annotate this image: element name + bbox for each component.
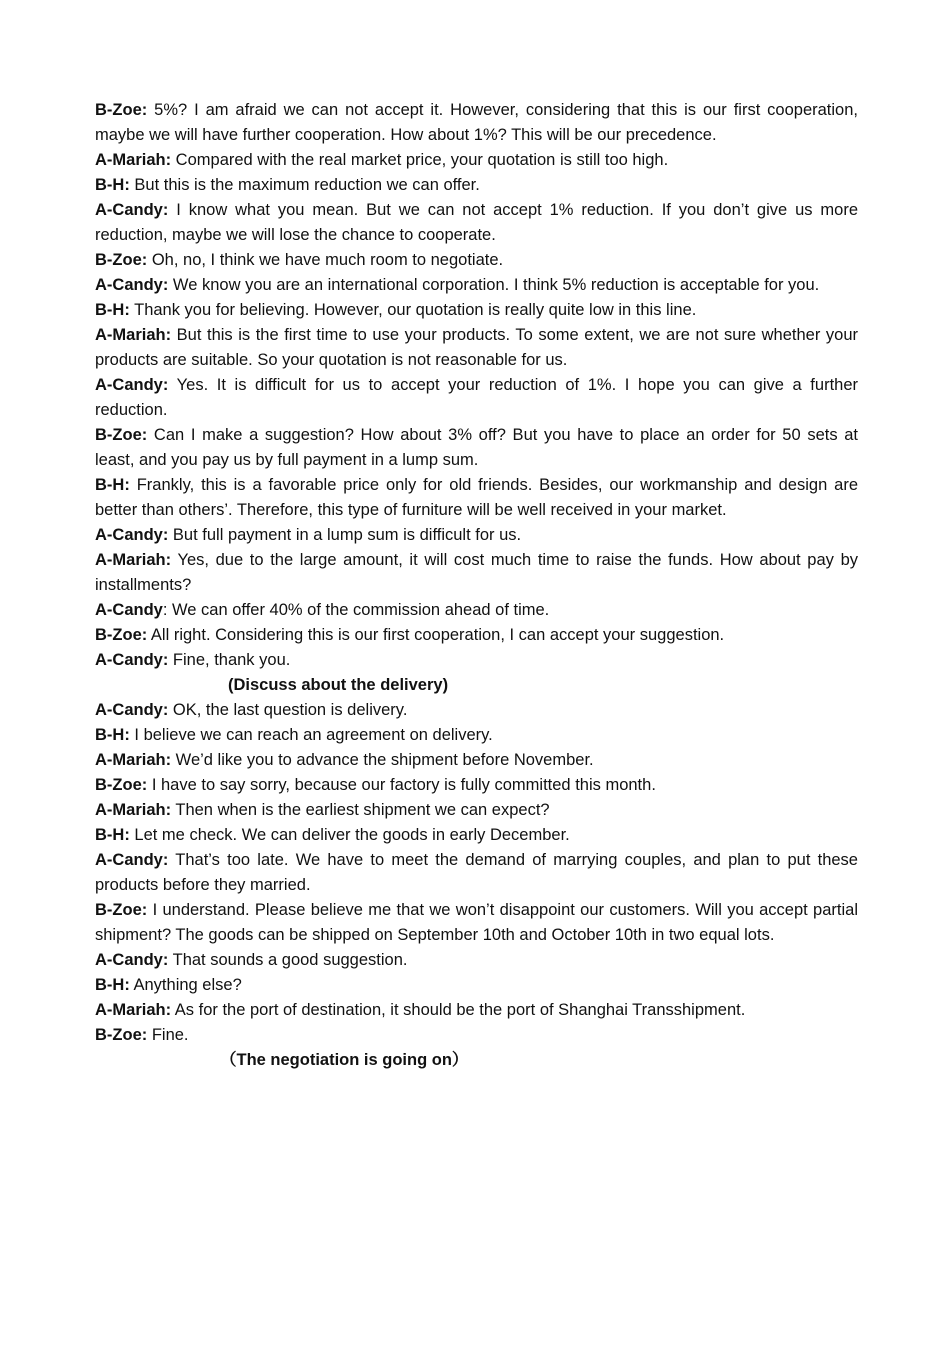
dialogue-text: OK, the last question is delivery. <box>168 701 408 719</box>
dialogue-line <box>95 998 858 1023</box>
document-page <box>95 98 858 1073</box>
dialogue-line <box>95 623 858 648</box>
dialogue-text: All right. Considering this is our first cooperation, I can accept your suggestion. <box>147 626 725 644</box>
speaker-name: A-Candy: <box>95 851 169 869</box>
dialogue-line <box>95 798 858 823</box>
dialogue-line <box>95 373 858 423</box>
dialogue-line <box>95 323 858 373</box>
speaker-name: B-Zoe: <box>95 776 148 794</box>
speaker-name: A-Mariah: <box>95 1001 172 1019</box>
speaker-name: A-Candy: <box>95 201 169 219</box>
dialogue-text: 5%? I am afraid we can not accept it. However, considering that this is our first cooperation, maybe we will have further cooperation. How about 1%? This will be our precedence. <box>95 101 858 144</box>
section-heading-delivery: (Discuss about the delivery) <box>228 676 449 694</box>
dialogue-line <box>95 473 858 523</box>
dialogue-line <box>95 648 858 673</box>
dialogue-line <box>95 823 858 848</box>
dialogue-line <box>95 198 858 248</box>
dialogue-text: Yes, due to the large amount, it will cost much time to raise the funds. How about pay by installments? <box>95 551 858 594</box>
speaker-name: B-Zoe: <box>95 626 148 644</box>
dialogue-text: Fine. <box>147 1026 189 1044</box>
dialogue-line <box>95 698 858 723</box>
dialogue-line <box>95 523 858 548</box>
dialogue-line <box>95 973 858 998</box>
dialogue-text: We’d like you to advance the shipment before November. <box>171 751 594 769</box>
dialogue-text: Thank you for believing. However, our quotation is really quite low in this line. <box>129 301 697 319</box>
dialogue-line <box>95 1023 858 1048</box>
speaker-name: B-Zoe: <box>95 426 148 444</box>
dialogue-line <box>95 298 858 323</box>
dialogue-text: That sounds a good suggestion. <box>168 951 408 969</box>
speaker-name: A-Mariah: <box>95 801 172 819</box>
speaker-name: B-H: <box>95 726 130 744</box>
speaker-name: B-Zoe: <box>95 101 148 119</box>
dialogue-text: I understand. Please believe me that we won’t disappoint our customers. Will you accept partial shipment? The goods can be shipped on September 10th and October 10th in two equal lots. <box>95 901 858 944</box>
dialogue-text: I believe we can reach an agreement on delivery. <box>129 726 493 744</box>
speaker-name: A-Mariah: <box>95 326 172 344</box>
dialogue-text: I know what you mean. But we can not accept 1% reduction. If you don’t give us more reduction, maybe we will lose the chance to cooperate. <box>95 201 858 244</box>
dialogue-line <box>95 748 858 773</box>
dialogue-text: Then when is the earliest shipment we can expect? <box>171 801 550 819</box>
dialogue-line <box>95 773 858 798</box>
dialogue-text: : We can offer 40% of the commission ahead of time. <box>162 601 550 619</box>
speaker-name: A-Candy <box>95 601 163 619</box>
dialogue-text: Can I make a suggestion? How about 3% off? But you have to place an order for 50 sets at least, and you pay us by full payment in a lump sum. <box>95 426 858 469</box>
dialogue-line <box>95 273 858 298</box>
speaker-name: A-Mariah: <box>95 751 172 769</box>
speaker-name: B-H: <box>95 826 130 844</box>
dialogue-line <box>95 423 858 473</box>
dialogue-line <box>95 898 858 948</box>
dialogue-text: That’s too late. We have to meet the demand of marrying couples, and plan to put these products before they married. <box>95 851 858 894</box>
speaker-name: A-Mariah: <box>95 551 172 569</box>
speaker-name: A-Mariah: <box>95 151 172 169</box>
dialogue-text: I have to say sorry, because our factory is fully committed this month. <box>147 776 656 794</box>
dialogue-line <box>95 173 858 198</box>
speaker-name: B-Zoe: <box>95 901 148 919</box>
dialogue-text: Frankly, this is a favorable price only for old friends. Besides, our workmanship and design are better than others’. Therefore, this type of furniture will be well received in your market. <box>95 476 858 519</box>
speaker-name: A-Candy: <box>95 951 169 969</box>
speaker-name: A-Candy: <box>95 651 169 669</box>
dialogue-text: But this is the maximum reduction we can offer. <box>129 176 480 194</box>
dialogue-line <box>95 848 858 898</box>
speaker-name: B-Zoe: <box>95 1026 148 1044</box>
speaker-name: A-Candy: <box>95 526 169 544</box>
dialogue-text: We know you are an international corporation. I think 5% reduction is acceptable for you. <box>168 276 820 294</box>
dialogue-text: Compared with the real market price, your quotation is still too high. <box>171 151 669 169</box>
speaker-name: B-H: <box>95 176 130 194</box>
dialogue-text: But this is the first time to use your products. To some extent, we are not sure whether your products are suitable. So your quotation is not reasonable for us. <box>95 326 858 369</box>
dialogue-text: Yes. It is difficult for us to accept your reduction of 1%. I hope you can give a further reduction. <box>95 376 858 419</box>
dialogue-line <box>95 948 858 973</box>
dialogue-line <box>95 148 858 173</box>
dialogue-text: Fine, thank you. <box>168 651 291 669</box>
dialogue-text: Anything else? <box>129 976 242 994</box>
speaker-name: A-Candy: <box>95 276 169 294</box>
speaker-name: A-Candy: <box>95 701 169 719</box>
dialogue-text: Oh, no, I think we have much room to negotiate. <box>147 251 504 269</box>
speaker-name: B-H: <box>95 301 130 319</box>
dialogue-line <box>95 723 858 748</box>
dialogue-line <box>95 248 858 273</box>
dialogue-line <box>95 98 858 148</box>
speaker-name: B-H: <box>95 976 130 994</box>
dialogue-text: As for the port of destination, it should be the port of Shanghai Transshipment. <box>171 1001 746 1019</box>
speaker-name: B-Zoe: <box>95 251 148 269</box>
dialogue-line <box>95 598 858 623</box>
dialogue-text: Let me check. We can deliver the goods in early December. <box>129 826 570 844</box>
speaker-name: B-H: <box>95 476 130 494</box>
speaker-name: A-Candy: <box>95 376 169 394</box>
dialogue-text: But full payment in a lump sum is difficult for us. <box>168 526 522 544</box>
section-heading-negotiation: （The negotiation is going on） <box>220 1051 469 1069</box>
dialogue-line <box>95 548 858 598</box>
